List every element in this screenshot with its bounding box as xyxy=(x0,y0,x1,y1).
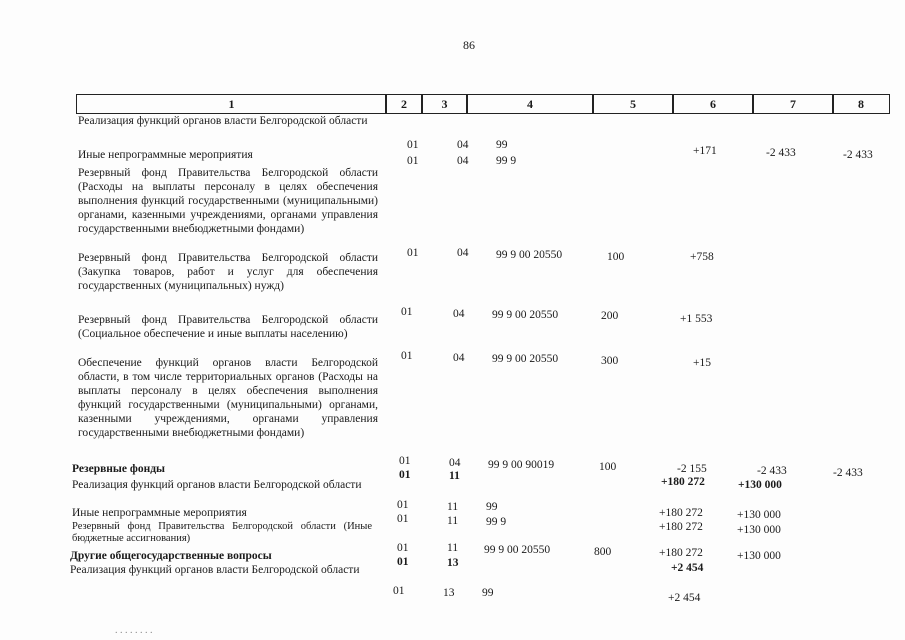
cell-amount-6: +171 xyxy=(693,145,717,157)
row-description: Другие общегосударственные вопросы xyxy=(70,550,272,562)
row-description: Реализация функций органов власти Белгородской области xyxy=(72,479,362,491)
header-col-8: 8 xyxy=(832,94,890,114)
table-header xyxy=(76,94,888,114)
cell-amount-6: +15 xyxy=(693,357,711,369)
cell-subsection: 04 xyxy=(457,247,469,259)
header-col-3: 3 xyxy=(421,94,468,114)
cell-section: 01 xyxy=(397,499,409,511)
cell-subsection: 04 xyxy=(449,457,461,469)
cell-type: 200 xyxy=(601,310,619,322)
cell-subsection: 13 xyxy=(443,587,455,599)
row-description: Резервный фонд Правительства Белгородской области (Социальное обеспечение и иные выплаты населению) xyxy=(78,314,378,340)
cell-section: 01 xyxy=(393,585,405,597)
cell-target: 99 xyxy=(482,587,494,599)
cell-type: 100 xyxy=(607,251,625,263)
cell-section: 01 xyxy=(407,155,419,167)
row-description: Резервный фонд Правительства Белгородской области (Расходы на выплаты персоналу в целях обеспечения выполнения функций государственными (муниципальными) органами, казенными учреждениями, органами управления государственными внебюджетными фондами) xyxy=(78,167,378,235)
cell-amount-6: +180 272 xyxy=(659,547,703,559)
cell-amount-8: -2 433 xyxy=(833,467,863,479)
cell-subsection: 11 xyxy=(449,470,460,482)
page-number: 86 xyxy=(463,38,475,52)
cell-target: 99 9 00 20550 xyxy=(492,353,559,365)
row-description: Резервный фонд Правительства Белгородской области (Иные бюджетные ассигнования) xyxy=(72,521,372,544)
cell-section: 01 xyxy=(397,556,409,568)
cell-section: 01 xyxy=(397,542,409,554)
row-description: Иные непрограммные мероприятия xyxy=(72,507,247,519)
row-description: Реализация функций органов власти Белгородской области xyxy=(70,564,360,576)
cell-amount-8: -2 433 xyxy=(843,149,873,161)
cell-subsection: 11 xyxy=(447,501,459,513)
cell-target: 99 9 00 20550 xyxy=(492,309,559,321)
cell-section: 01 xyxy=(407,139,419,151)
cell-subsection: 04 xyxy=(457,155,469,167)
cell-amount-7: +130 000 xyxy=(737,550,781,562)
cell-subsection: 04 xyxy=(453,308,465,320)
cell-type: 800 xyxy=(594,546,612,558)
cell-amount-7: -2 433 xyxy=(757,465,787,477)
cell-amount-7: +130 000 xyxy=(737,524,781,536)
cell-amount-6: +2 454 xyxy=(671,562,704,574)
header-col-2: 2 xyxy=(385,94,423,114)
cell-subsection: 11 xyxy=(447,515,459,527)
row-description: Резервный фонд Правительства Белгородской области (Закупка товаров, работ и услуг для обеспечения государственных (муниципальных) нужд) xyxy=(78,252,378,292)
cell-amount-7: -2 433 xyxy=(766,147,796,159)
cell-amount-6: +2 454 xyxy=(668,592,701,604)
cell-amount-7: +130 000 xyxy=(738,479,782,491)
row-description: Иные непрограммные мероприятия xyxy=(78,149,253,161)
cell-subsection: 04 xyxy=(453,352,465,364)
cell-target: 99 xyxy=(496,139,508,151)
header-col-7: 7 xyxy=(752,94,834,114)
cell-target: 99 xyxy=(486,501,498,513)
cell-section: 01 xyxy=(399,455,411,467)
cell-amount-6: +1 553 xyxy=(680,313,713,325)
header-col-4: 4 xyxy=(466,94,594,114)
cell-subsection: 11 xyxy=(447,542,459,554)
cell-section: 01 xyxy=(397,513,409,525)
cell-target: 99 9 xyxy=(496,155,517,167)
row-description: Обеспечение функций органов власти Белгородской области, в том числе территориальных органов (Расходы на выплаты персоналу в целях обеспечения выполнения функций государственными (муниципальными) органами, казенными учреждениями, органами управления государственными внебюджетными фондами) xyxy=(78,357,378,439)
cell-subsection: 04 xyxy=(457,139,469,151)
cell-section: 01 xyxy=(407,247,419,259)
cell-subsection: 13 xyxy=(447,557,459,569)
cell-amount-6: +180 272 xyxy=(659,507,703,519)
cell-target: 99 9 00 20550 xyxy=(484,544,551,556)
cell-amount-6: -2 155 xyxy=(677,463,707,475)
header-col-1: 1 xyxy=(76,94,387,114)
cell-type: 300 xyxy=(601,355,619,367)
cell-section: 01 xyxy=(401,306,413,318)
cell-amount-7: +130 000 xyxy=(737,509,781,521)
cell-type: 100 xyxy=(599,461,617,473)
cell-amount-6: +180 272 xyxy=(659,521,703,533)
header-col-6: 6 xyxy=(672,94,754,114)
cell-target: 99 9 00 20550 xyxy=(496,249,563,261)
row-description: Реализация функций органов власти Белгородской области xyxy=(78,115,368,127)
cell-target: 99 9 00 90019 xyxy=(488,459,555,471)
scan-artifact: . . . . . . . . xyxy=(115,625,153,636)
cell-section: 01 xyxy=(401,350,413,362)
row-description: Резервные фонды xyxy=(72,463,166,475)
cell-section: 01 xyxy=(399,469,411,481)
cell-amount-6: +758 xyxy=(690,251,714,263)
cell-target: 99 9 xyxy=(486,516,507,528)
header-col-5: 5 xyxy=(592,94,674,114)
cell-amount-6: +180 272 xyxy=(661,476,705,488)
